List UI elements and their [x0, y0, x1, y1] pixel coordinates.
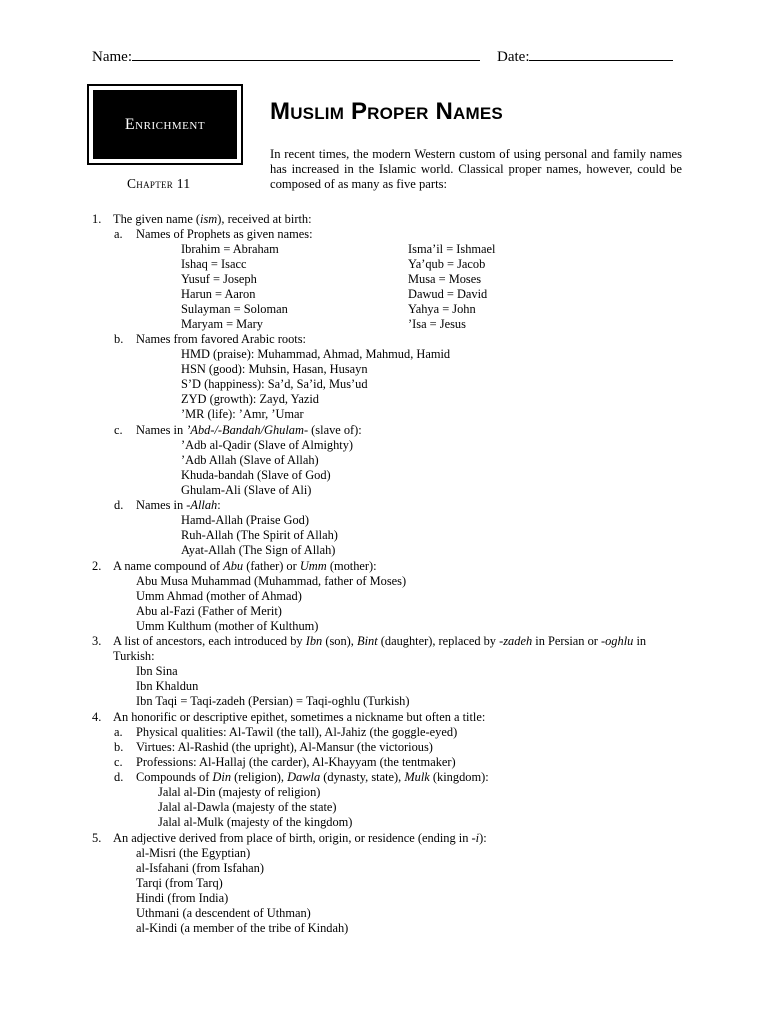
list-item: ’MR (life): ’Amr, ’Umar — [181, 407, 304, 421]
list-item: ’Adb al-Qadir (Slave of Almighty) — [181, 438, 354, 452]
list-item: HMD (praise): Muhammad, Ahmad, Mahmud, Hamid — [181, 347, 451, 361]
list-item: Musa = Moses — [408, 272, 482, 286]
list-item: Dawud = David — [408, 287, 488, 301]
list-item: al-Kindi (a member of the tribe of Kindah) — [136, 921, 349, 935]
list-item: Abu al-Fazi (Father of Merit) — [136, 604, 282, 618]
list-item: Ibrahim = Abraham — [181, 242, 279, 256]
subsection-marker: c. — [114, 423, 123, 437]
list-item: Umm Kulthum (mother of Kulthum) — [136, 619, 319, 633]
subsection-label: Names in -Allah: — [136, 498, 221, 512]
list-item: Ibn Taqi = Taqi-zadeh (Persian) = Taqi-oghlu (Turkish) — [136, 694, 410, 708]
list-item: Maryam = Mary — [181, 317, 263, 331]
list-item: ZYD (growth): Zayd, Yazid — [181, 392, 319, 406]
subsection-marker: a. — [114, 725, 123, 739]
list-item: Ruh-Allah (The Spirit of Allah) — [181, 528, 338, 542]
list-item: Hindi (from India) — [136, 891, 229, 905]
date-field[interactable] — [497, 46, 673, 66]
list-item: ’Adb Allah (Slave of Allah) — [181, 453, 319, 467]
subsection-marker: b. — [114, 332, 124, 346]
list-item: Hamd-Allah (Praise God) — [181, 513, 310, 527]
list-item: al-Misri (the Egyptian) — [136, 846, 251, 860]
list-item: Yahya = John — [408, 302, 476, 316]
intro-paragraph: In recent times, the modern Western custom of using personal and family names has increased in the Islamic world. Classical proper names, however, could be composed of as many as five parts: — [270, 147, 682, 191]
list-item: Ibn Khaldun — [136, 679, 199, 693]
list-item: Jalal al-Mulk (majesty of the kingdom) — [158, 815, 353, 829]
enrichment-label: Enrichment — [93, 90, 237, 159]
list-item: Sulayman = Soloman — [181, 302, 288, 316]
section1-heading: The given name (ism), received at birth: — [113, 212, 312, 226]
section4-heading: An honorific or descriptive epithet, sometimes a nickname but often a title: — [113, 710, 486, 724]
page-title: Muslim Proper Names — [270, 98, 503, 125]
list-item: Yusuf = Joseph — [181, 272, 257, 286]
section5-heading: An adjective derived from place of birth, origin, or residence (ending in -i): — [113, 831, 487, 845]
list-item: Ibn Sina — [136, 664, 178, 678]
subsection-label: Names of Prophets as given names: — [136, 227, 313, 241]
subsection-marker: d. — [114, 498, 124, 512]
section-number: 4. — [92, 710, 102, 724]
list-item: Ghulam-Ali (Slave of Ali) — [181, 483, 312, 497]
list-item: HSN (good): Muhsin, Hasan, Husayn — [181, 362, 368, 376]
section3-heading-cont: Turkish: — [113, 649, 155, 663]
subsection-marker: b. — [114, 740, 124, 754]
list-item: Ishaq = Isacc — [181, 257, 247, 271]
subsection-label: Names from favored Arabic roots: — [136, 332, 306, 346]
list-item: S’D (happiness): Sa’d, Sa’id, Mus’ud — [181, 377, 368, 391]
date-line[interactable] — [529, 46, 673, 61]
section-number: 1. — [92, 212, 102, 226]
list-item: Harun = Aaron — [181, 287, 256, 301]
subsection-marker: c. — [114, 755, 123, 769]
list-item: Jalal al-Din (majesty of religion) — [158, 785, 321, 799]
section-number: 3. — [92, 634, 102, 648]
subsection-label: Compounds of Din (religion), Dawla (dynasty, state), Mulk (kingdom): — [136, 770, 489, 784]
list-item: Umm Ahmad (mother of Ahmad) — [136, 589, 302, 603]
name-label: Name: — [92, 49, 132, 65]
subsection-marker: d. — [114, 770, 124, 784]
list-item: Virtues: Al-Rashid (the upright), Al-Mansur (the victorious) — [136, 740, 433, 754]
subsection-marker: a. — [114, 227, 123, 241]
name-field[interactable] — [92, 46, 480, 66]
list-item: Uthmani (a descendent of Uthman) — [136, 906, 311, 920]
section-number: 5. — [92, 831, 102, 845]
section-number: 2. — [92, 559, 102, 573]
list-item: ’Isa = Jesus — [408, 317, 466, 331]
list-item: Ya’qub = Jacob — [408, 257, 486, 271]
chapter-label: Chapter 11 — [127, 176, 191, 191]
list-item: Professions: Al-Hallaj (the carder), Al-Khayyam (the tentmaker) — [136, 755, 456, 769]
name-line[interactable] — [132, 46, 480, 61]
enrichment-badge — [87, 84, 243, 165]
subsection-label: Names in ’Abd-/-Bandah/Ghulam- (slave of): — [136, 423, 362, 437]
list-item: al-Isfahani (from Isfahan) — [136, 861, 264, 875]
list-item: Isma’il = Ishmael — [408, 242, 496, 256]
list-item: Khuda-bandah (Slave of God) — [181, 468, 331, 482]
list-item: Jalal al-Dawla (majesty of the state) — [158, 800, 337, 814]
list-item: Physical qualities: Al-Tawil (the tall), Al-Jahiz (the goggle-eyed) — [136, 725, 458, 739]
section3-heading: A list of ancestors, each introduced by Ibn (son), Bint (daughter), replaced by -zadeh in Persian or -oghlu in — [113, 634, 647, 648]
date-label: Date: — [497, 49, 530, 65]
list-item: Abu Musa Muhammad (Muhammad, father of Moses) — [136, 574, 407, 588]
list-item: Ayat-Allah (The Sign of Allah) — [181, 543, 336, 557]
section2-heading: A name compound of Abu (father) or Umm (mother): — [113, 559, 377, 573]
list-item: Tarqi (from Tarq) — [136, 876, 223, 890]
